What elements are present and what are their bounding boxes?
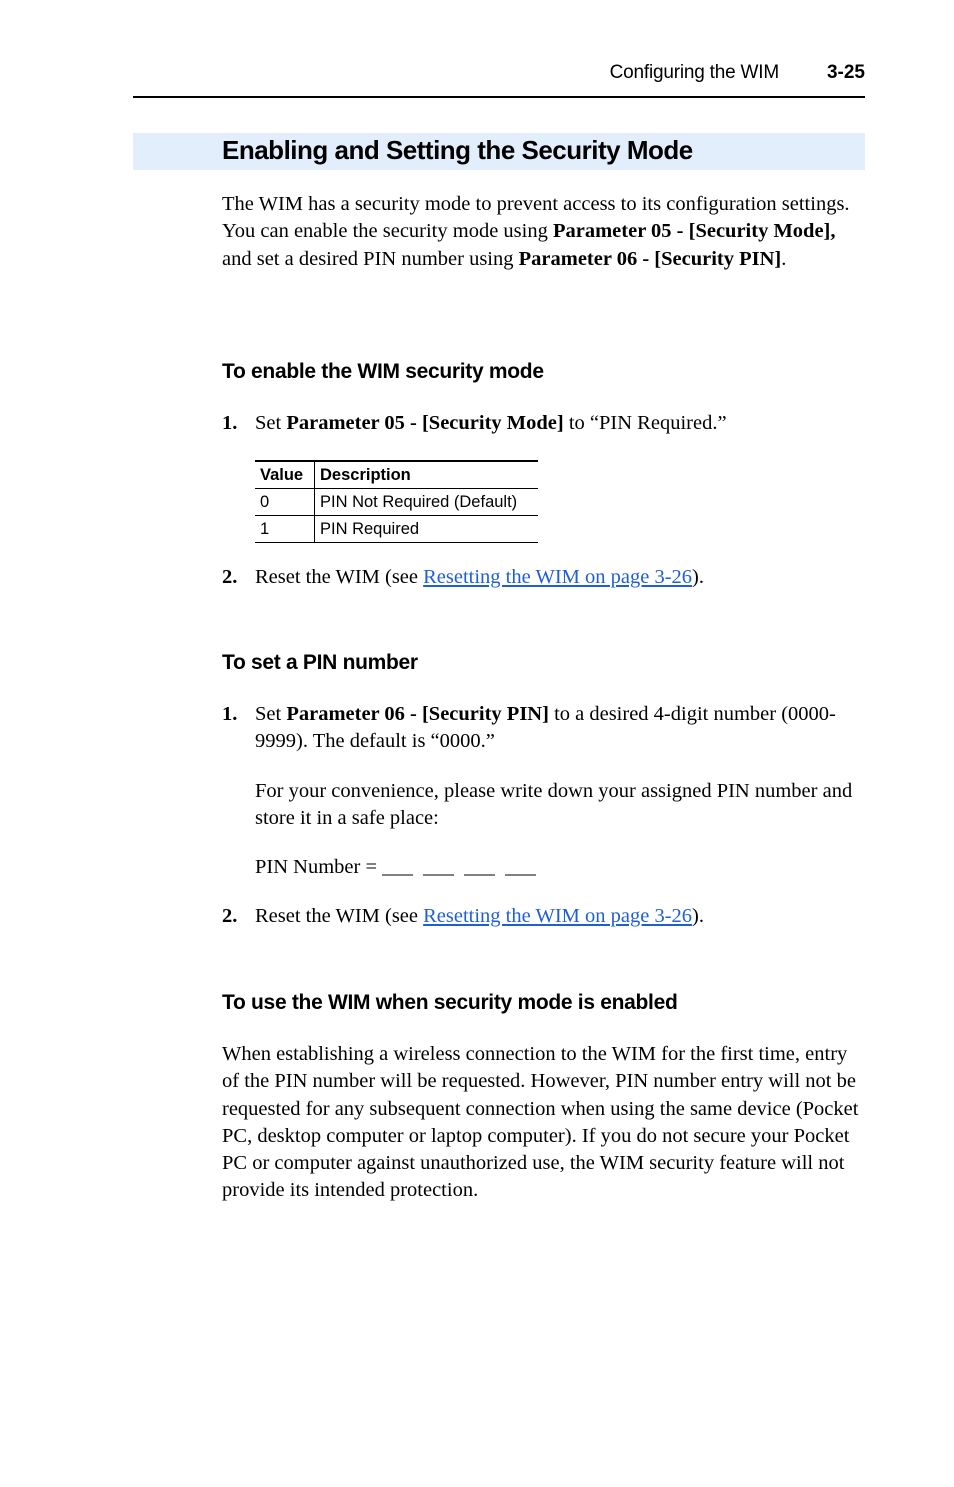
step-text: ).	[692, 905, 704, 927]
subheading-set-pin: To set a PIN number	[222, 651, 418, 674]
step-number: 2.	[222, 566, 238, 588]
subheading-enable: To enable the WIM security mode	[222, 360, 544, 383]
step-text: Set	[255, 412, 287, 434]
resetting-wim-link[interactable]: Resetting the WIM on page 3-26	[423, 905, 693, 927]
step-param: Parameter 05 - [Security Mode]	[286, 412, 564, 434]
step-body	[255, 410, 862, 437]
step-number: 1.	[222, 412, 238, 434]
step-body	[255, 701, 862, 881]
section-title: Enabling and Setting the Security Mode	[222, 135, 693, 165]
step-text: Reset the WIM (see	[255, 905, 424, 927]
step-instruction	[255, 701, 862, 756]
resetting-wim-link[interactable]: Resetting the WIM on page 3-26	[423, 566, 693, 588]
intro-text-1: The WIM has a security mode to prevent access to its configuration settings. You can enable the security mode using	[222, 193, 850, 243]
pin-note: For your convenience, please write down your assigned PIN number and store it in a safe place:	[255, 779, 853, 829]
running-title: Configuring the WIM	[609, 62, 779, 83]
page-number: 3-25	[826, 62, 865, 83]
intro-text-2: and set a desired PIN number using	[222, 247, 519, 270]
table-cell-description: PIN Not Required (Default)	[315, 489, 539, 516]
intro-param-06: Parameter 06 - [Security PIN]	[518, 247, 782, 270]
step-param: Parameter 06 - [Security PIN]	[286, 703, 549, 725]
column-header-value: Value	[255, 461, 315, 489]
step-number: 1.	[222, 703, 238, 725]
step-text: ).	[692, 566, 704, 588]
table-row	[255, 489, 538, 516]
table-cell-value: 0	[255, 489, 315, 516]
step-text: to a desired 4-digit number (0000-9999). The default is “0000.”	[255, 703, 836, 753]
step-number: 2.	[222, 905, 238, 927]
table-cell-description: PIN Required	[315, 516, 539, 543]
step-body	[255, 564, 862, 591]
table-cell-value: 1	[255, 516, 315, 543]
step-text: Reset the WIM (see	[255, 566, 424, 588]
step-text: Set	[255, 703, 287, 725]
intro-param-05: Parameter 05 - [Security Mode],	[552, 220, 836, 243]
step-text: to “PIN Required.”	[563, 412, 727, 434]
table-row	[255, 516, 538, 543]
subheading-use-wim: To use the WIM when security mode is enabled	[222, 991, 678, 1014]
table-header-row	[255, 461, 538, 489]
column-header-description: Description	[315, 461, 539, 489]
intro-paragraph	[222, 191, 862, 273]
use-wim-paragraph: When establishing a wireless connection to the WIM for the first time, entry of the PIN number will be requested. However, PIN number entry will not be requested for any subsequent connection when using the same device (Pocket PC, desktop computer or laptop computer). If you do not secure your Pocket PC or computer against unauthorized use, the WIM security feature will not provide its intended protection.	[222, 1043, 859, 1202]
intro-text-3: .	[781, 247, 787, 270]
pin-number-line: PIN Number = ___ ___ ___ ___	[255, 856, 536, 879]
section-title-band	[133, 133, 865, 170]
step-body	[255, 903, 862, 930]
security-mode-value-table	[255, 460, 538, 543]
header-rule	[133, 96, 865, 98]
running-header	[133, 60, 865, 96]
